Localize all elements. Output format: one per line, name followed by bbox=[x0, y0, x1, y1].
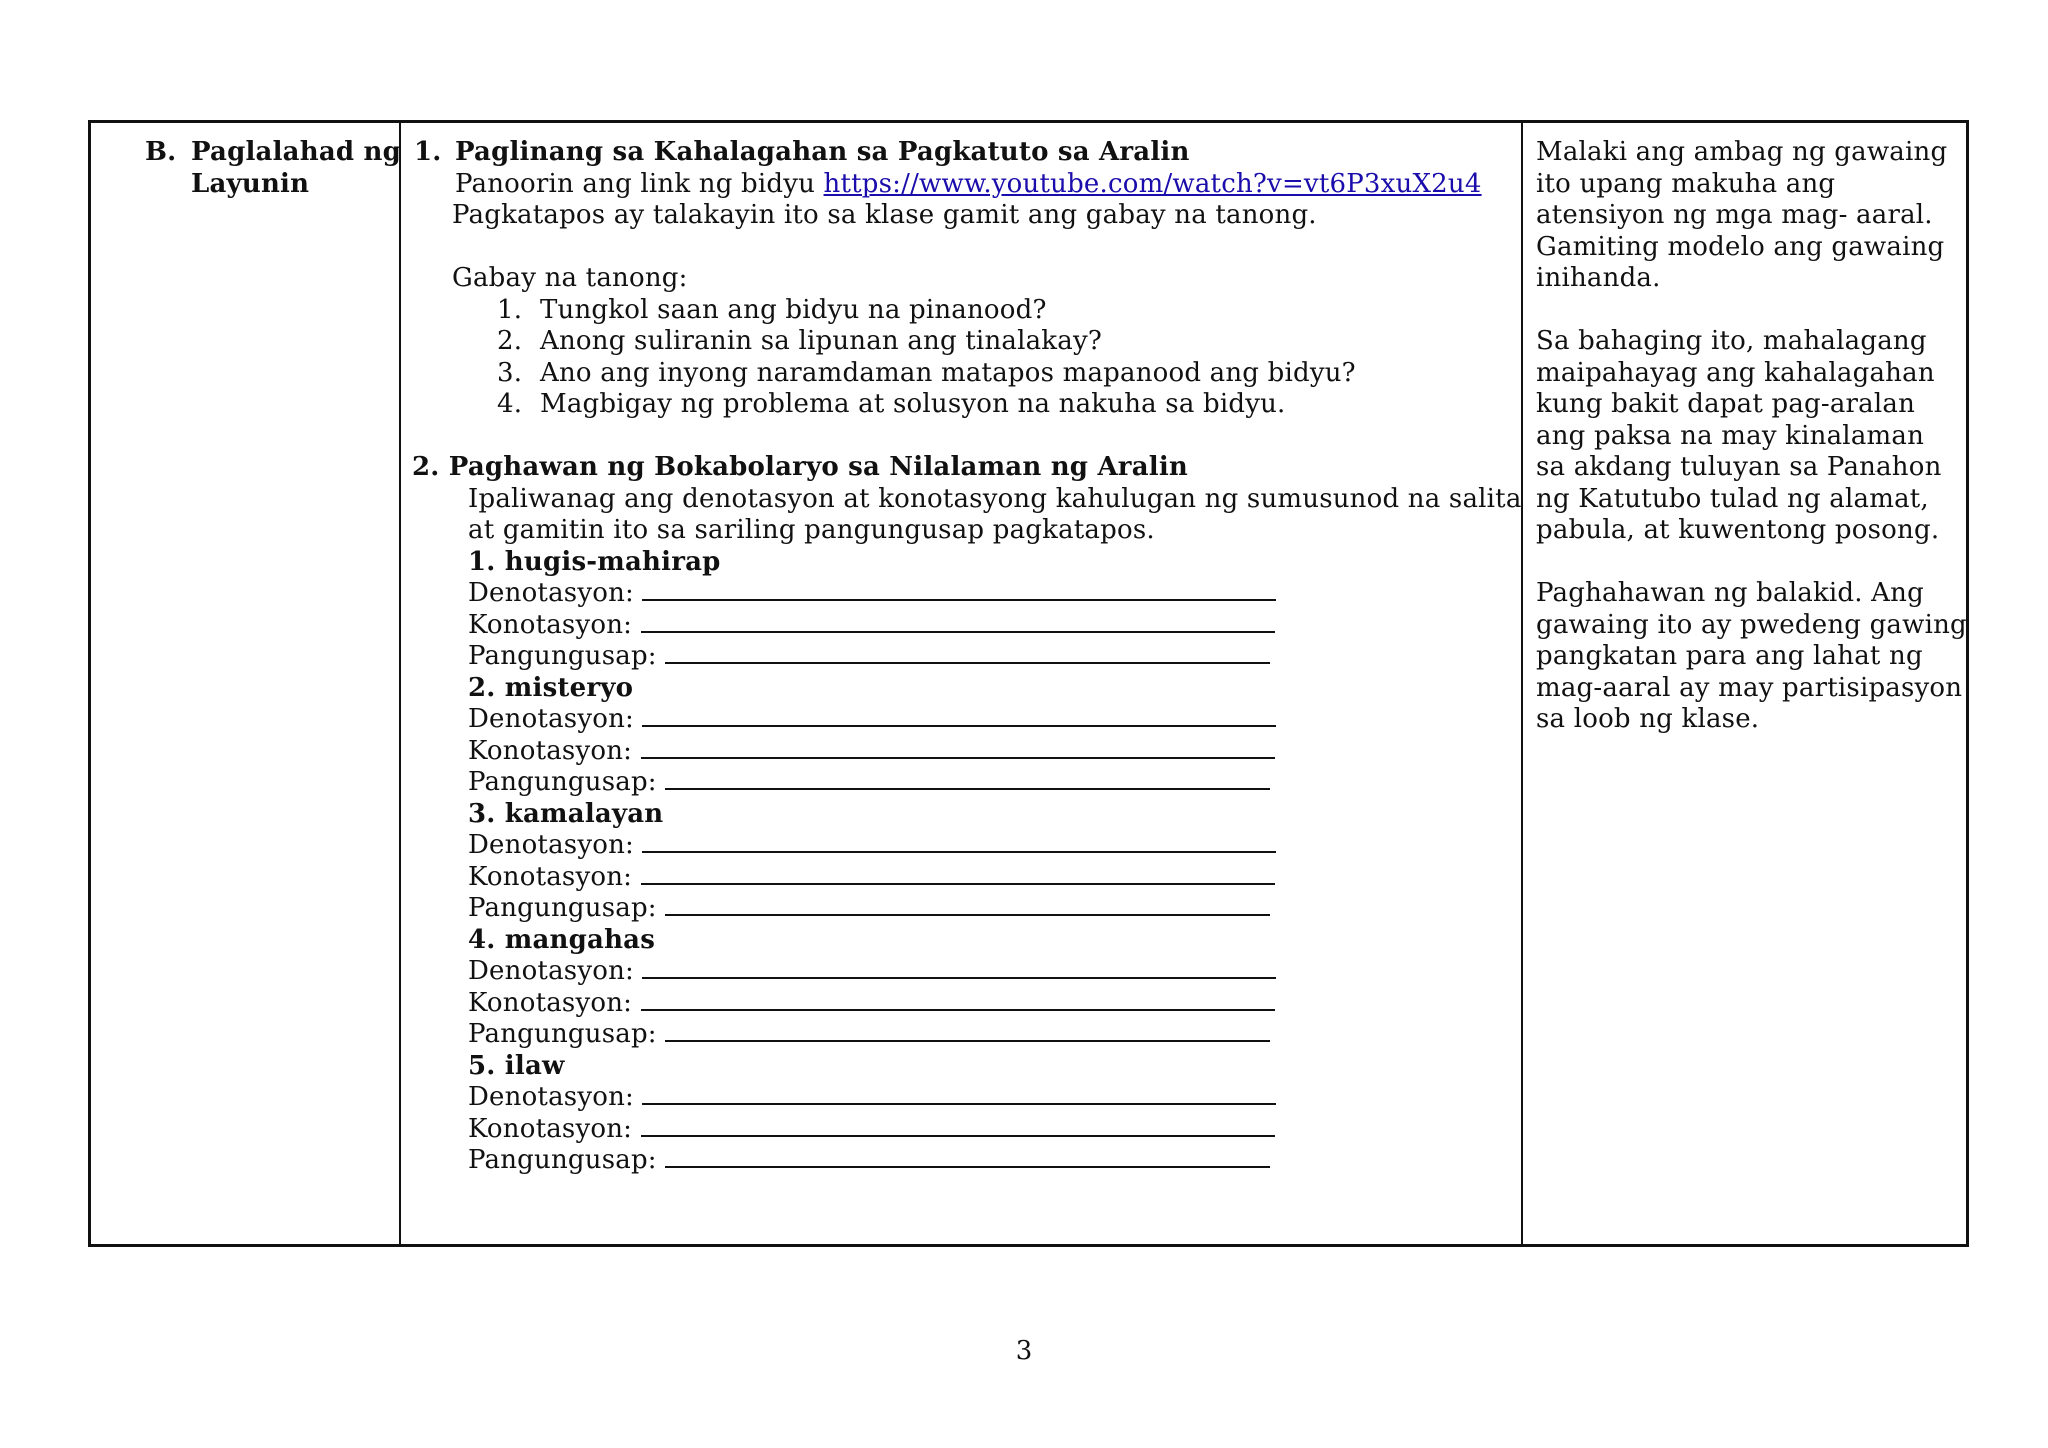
denotation-blank[interactable] bbox=[642, 579, 1276, 601]
connotation-blank[interactable] bbox=[641, 1115, 1275, 1137]
denotation-blank[interactable] bbox=[642, 831, 1276, 853]
notes-paragraph: Malaki ang ambag ng gawaing ito upang makuha ang atensiyon ng mga mag- aaral. Gamiting modelo ang gawaing inihanda. bbox=[1536, 137, 1948, 293]
part2-heading: 2. Paghawan ng Bokabolaryo sa Nilalaman ng Aralin bbox=[412, 452, 1189, 482]
sentence-blank[interactable] bbox=[665, 768, 1270, 790]
procedure-cell bbox=[401, 123, 1523, 1244]
sentence-field: Pangungusap: bbox=[468, 1145, 1270, 1177]
denotation-field: Denotasyon: bbox=[468, 1082, 1276, 1114]
vocabulary-word: 3. kamalayan bbox=[468, 798, 664, 829]
part2-instruction-line: at gamitin ito sa sariling pangungusap pagkatapos. bbox=[468, 515, 1155, 545]
section-label-cell bbox=[91, 123, 401, 1244]
connotation-field: Konotasyon: bbox=[468, 1114, 1275, 1146]
watch-prefix: Panoorin ang link ng bidyu bbox=[455, 168, 824, 199]
connotation-field: Konotasyon: bbox=[468, 988, 1275, 1020]
part2-instruction-line: Ipaliwanag ang denotasyon at konotasyong kahulugan ng sumusunod na salita bbox=[468, 483, 1522, 514]
part1-number: 1. bbox=[414, 137, 442, 167]
denotation-field: Denotasyon: bbox=[468, 830, 1276, 862]
sentence-blank[interactable] bbox=[665, 1146, 1270, 1168]
section-title-line: Layunin bbox=[191, 168, 310, 199]
part1-heading: Paglinang sa Kahalagahan sa Pagkatuto sa Aralin bbox=[455, 137, 1190, 167]
denotation-blank[interactable] bbox=[642, 705, 1276, 727]
notes-cell bbox=[1523, 123, 1966, 1244]
connotation-blank[interactable] bbox=[641, 611, 1275, 633]
connotation-blank[interactable] bbox=[641, 737, 1275, 759]
connotation-blank[interactable] bbox=[641, 863, 1275, 885]
sentence-blank[interactable] bbox=[665, 642, 1270, 664]
section-title bbox=[191, 137, 401, 200]
denotation-field: Denotasyon: bbox=[468, 956, 1276, 988]
guide-question-number: 4. bbox=[497, 389, 523, 419]
denotation-blank[interactable] bbox=[642, 1083, 1276, 1105]
vocabulary-word: 4. mangahas bbox=[468, 924, 656, 955]
sentence-field: Pangungusap: bbox=[468, 893, 1270, 925]
guide-question-number: 3. bbox=[497, 357, 523, 388]
sentence-field: Pangungusap: bbox=[468, 767, 1270, 799]
connotation-field: Konotasyon: bbox=[468, 862, 1275, 894]
video-link[interactable]: https://www.youtube.com/watch?v=vt6P3xuX2u4 bbox=[823, 168, 1482, 199]
notes-paragraph: Sa bahaging ito, mahalagang maipahayag ang kahalagahan kung bakit dapat pag-aralan ang paksa na may kinalaman sa akdang tuluyan sa Panahon ng Katutubo tulad ng alamat, pabula, at kuwentong posong. bbox=[1536, 326, 1942, 545]
sentence-field: Pangungusap: bbox=[468, 641, 1270, 673]
guide-question: Tungkol saan ang bidyu na pinanood? bbox=[540, 294, 1047, 325]
guide-question: Anong suliranin sa lipunan ang tinalakay? bbox=[540, 326, 1102, 356]
notes-paragraph: Paghahawan ng balakid. Ang gawaing ito ay pwedeng gawing pangkatan para ang lahat ng mag-aaral ay may partisipasyon sa loob ng klase. bbox=[1536, 578, 1967, 734]
sentence-blank[interactable] bbox=[665, 894, 1270, 916]
sentence-field: Pangungusap: bbox=[468, 1019, 1270, 1051]
vocabulary-word: 1. hugis-mahirap bbox=[468, 546, 721, 577]
denotation-blank[interactable] bbox=[642, 957, 1276, 979]
connotation-field: Konotasyon: bbox=[468, 736, 1275, 768]
lesson-plan-table bbox=[88, 120, 1969, 1247]
sentence-blank[interactable] bbox=[665, 1020, 1270, 1042]
guide-question-number: 2. bbox=[497, 326, 523, 356]
connotation-blank[interactable] bbox=[641, 989, 1275, 1011]
guide-question: Ano ang inyong naramdaman matapos mapanood ang bidyu? bbox=[540, 357, 1356, 388]
vocabulary-word: 2. misteryo bbox=[468, 672, 634, 703]
discuss-instruction: Pagkatapos ay talakayin ito sa klase gamit ang gabay na tanong. bbox=[452, 200, 1317, 230]
guide-label: Gabay na tanong: bbox=[452, 263, 688, 293]
page-number: 3 bbox=[1015, 1336, 1033, 1366]
guide-question: Magbigay ng problema at solusyon na nakuha sa bidyu. bbox=[540, 389, 1286, 419]
section-letter: B. bbox=[145, 137, 177, 167]
denotation-field: Denotasyon: bbox=[468, 578, 1276, 610]
watch-instruction bbox=[455, 169, 1482, 201]
teacher-notes bbox=[1536, 137, 1967, 767]
guide-question-number: 1. bbox=[497, 294, 523, 325]
vocabulary-word: 5. ilaw bbox=[468, 1050, 565, 1081]
denotation-field: Denotasyon: bbox=[468, 704, 1276, 736]
connotation-field: Konotasyon: bbox=[468, 610, 1275, 642]
section-title-line: Paglalahad ng bbox=[191, 137, 401, 167]
